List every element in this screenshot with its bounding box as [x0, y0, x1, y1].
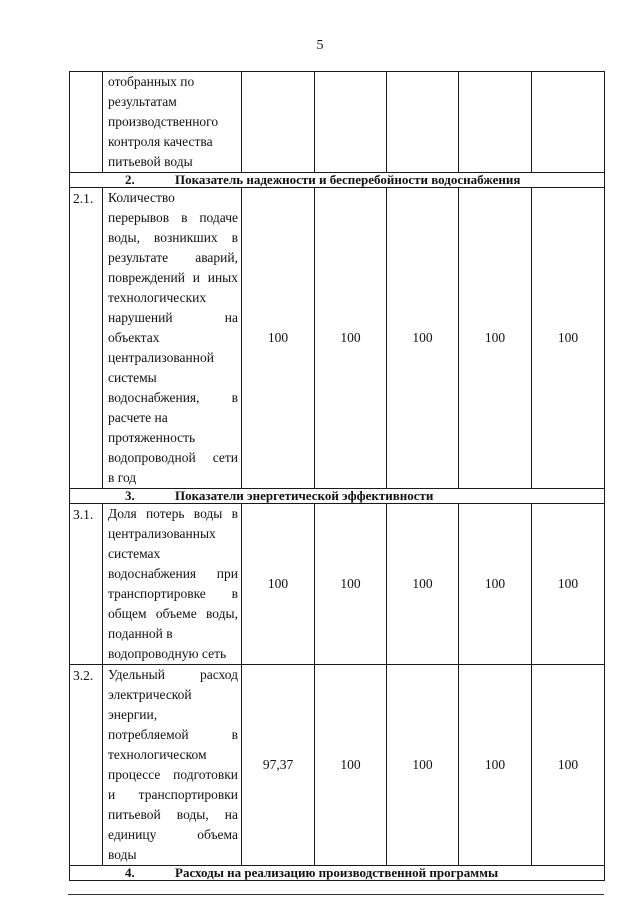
- row-description: [103, 188, 242, 489]
- description-word: иных: [207, 270, 238, 285]
- row-number: [70, 72, 103, 173]
- description-word: в: [231, 727, 238, 742]
- row-description: [103, 665, 242, 866]
- description-line: [108, 564, 238, 584]
- description-line: [108, 248, 238, 268]
- row-description: [103, 72, 242, 173]
- description-word: в: [181, 210, 188, 225]
- description-word: воды,: [206, 606, 238, 621]
- table-row-continuation: [70, 72, 605, 173]
- description-line: [108, 665, 238, 685]
- description-word: расход: [199, 667, 238, 682]
- description-line: централизованных: [108, 526, 216, 541]
- description-line: в год: [108, 470, 137, 485]
- row-description: [103, 504, 242, 665]
- section-number: 3.: [125, 488, 135, 503]
- description-line: отобранных по: [108, 74, 195, 89]
- description-word: перерывов: [108, 210, 170, 225]
- table-row-3-2: [70, 665, 605, 866]
- value-cell: 100: [242, 504, 315, 665]
- description-line: системах: [108, 546, 161, 561]
- description-word: водопроводной: [108, 450, 196, 465]
- value-cell: 100: [459, 665, 532, 866]
- value-cell: 100: [532, 188, 605, 489]
- section-header-cell: [70, 489, 605, 504]
- description-line: технологическом: [108, 747, 207, 762]
- value-cell: 100: [387, 188, 459, 489]
- description-word: нарушений: [108, 310, 173, 325]
- description-line: [108, 268, 238, 288]
- description-word: процессе: [108, 767, 161, 782]
- description-line: [108, 785, 238, 805]
- description-line: расчете на: [108, 410, 168, 425]
- description-line: питьевой воды: [108, 154, 193, 169]
- description-word: воды,: [108, 230, 140, 245]
- description-line: [108, 604, 238, 624]
- description-line: [108, 725, 238, 745]
- description-word: аварий,: [195, 250, 238, 265]
- row-number: 3.2.: [70, 665, 103, 866]
- description-word: водоснабжения,: [108, 390, 200, 405]
- page-number: 5: [316, 38, 324, 53]
- value-cell: [532, 72, 605, 173]
- description-word: Доля: [108, 506, 137, 521]
- description-word: подаче: [199, 210, 238, 225]
- description-line: [108, 388, 238, 408]
- value-cell: 100: [315, 665, 387, 866]
- table-row-2-1: [70, 188, 605, 489]
- description-word: повреждений: [108, 270, 185, 285]
- description-line: централизованной: [108, 350, 214, 365]
- description-line: [108, 825, 238, 845]
- section-header-cell: [70, 173, 605, 188]
- value-cell: 100: [459, 188, 532, 489]
- value-cell: 100: [387, 665, 459, 866]
- description-line: [108, 308, 238, 328]
- section-number: 2.: [125, 172, 135, 187]
- description-word: при: [216, 566, 238, 581]
- description-word: в: [231, 390, 238, 405]
- description-line: [108, 208, 238, 228]
- table-row-3-1: [70, 504, 605, 665]
- value-cell: [387, 72, 459, 173]
- description-word: водоснабжения: [108, 566, 197, 581]
- description-line: [108, 448, 238, 468]
- value-cell: [315, 72, 387, 173]
- value-cell: [242, 72, 315, 173]
- section-title: Показатель надежности и бесперебойности водоснабжения: [175, 172, 521, 187]
- description-word: общем: [108, 606, 147, 621]
- section-title: Расходы на реализацию производственной программы: [175, 865, 499, 880]
- description-word: питьевой: [108, 807, 161, 822]
- description-line: объектах: [108, 330, 160, 345]
- description-line: поданной в: [108, 626, 173, 641]
- bottom-rule: [68, 894, 604, 895]
- value-cell: 100: [315, 504, 387, 665]
- description-word: объеме: [155, 606, 197, 621]
- value-cell: 100: [242, 188, 315, 489]
- section-header-2: [70, 173, 605, 188]
- description-word: транспортировке: [108, 586, 206, 601]
- section-number: 4.: [125, 865, 135, 880]
- description-word: и: [108, 787, 116, 802]
- section-header-4: [70, 866, 605, 881]
- value-cell: [459, 72, 532, 173]
- description-word: возникших: [153, 230, 218, 245]
- description-word: в: [231, 586, 238, 601]
- description-word: в: [231, 230, 238, 245]
- value-cell: 100: [459, 504, 532, 665]
- value-cell: 100: [532, 504, 605, 665]
- description-word: и: [192, 270, 200, 285]
- description-line: производственного: [108, 114, 219, 129]
- description-line: технологических: [108, 290, 207, 305]
- description-line: Количество: [108, 190, 175, 205]
- description-line: результатам: [108, 94, 177, 109]
- description-word: потерь: [145, 506, 185, 521]
- value-cell: 100: [315, 188, 387, 489]
- description-word: воды,: [176, 807, 209, 822]
- description-word: на: [224, 310, 238, 325]
- description-line: [108, 805, 238, 825]
- description-line: электрической: [108, 687, 192, 702]
- description-line: [108, 504, 238, 524]
- description-word: воды: [193, 506, 223, 521]
- description-line: энергии,: [108, 707, 158, 722]
- section-header-cell: [70, 866, 605, 881]
- section-title: Показатели энергетической эффективности: [175, 488, 434, 503]
- description-word: транспортировки: [138, 787, 238, 802]
- value-cell: 100: [387, 504, 459, 665]
- description-word: объема: [197, 827, 238, 842]
- description-word: на: [224, 807, 238, 822]
- description-word: результате: [108, 250, 169, 265]
- row-number: 3.1.: [70, 504, 103, 665]
- section-header-3: [70, 489, 605, 504]
- description-word: Удельный: [108, 667, 165, 682]
- description-line: [108, 584, 238, 604]
- description-word: подготовки: [173, 767, 238, 782]
- indicators-table: [69, 71, 605, 881]
- description-line: контроля качества: [108, 134, 213, 149]
- description-line: системы: [108, 370, 157, 385]
- description-line: протяженность: [108, 430, 196, 445]
- description-line: водопроводную сеть: [108, 646, 227, 661]
- description-word: сети: [212, 450, 238, 465]
- value-cell: 97,37: [242, 665, 315, 866]
- description-line: воды: [108, 847, 137, 862]
- description-line: [108, 765, 238, 785]
- description-word: потребляемой: [108, 727, 189, 742]
- row-number: 2.1.: [70, 188, 103, 489]
- description-line: [108, 228, 238, 248]
- description-word: в: [231, 506, 238, 521]
- description-word: единицу: [108, 827, 157, 842]
- value-cell: 100: [532, 665, 605, 866]
